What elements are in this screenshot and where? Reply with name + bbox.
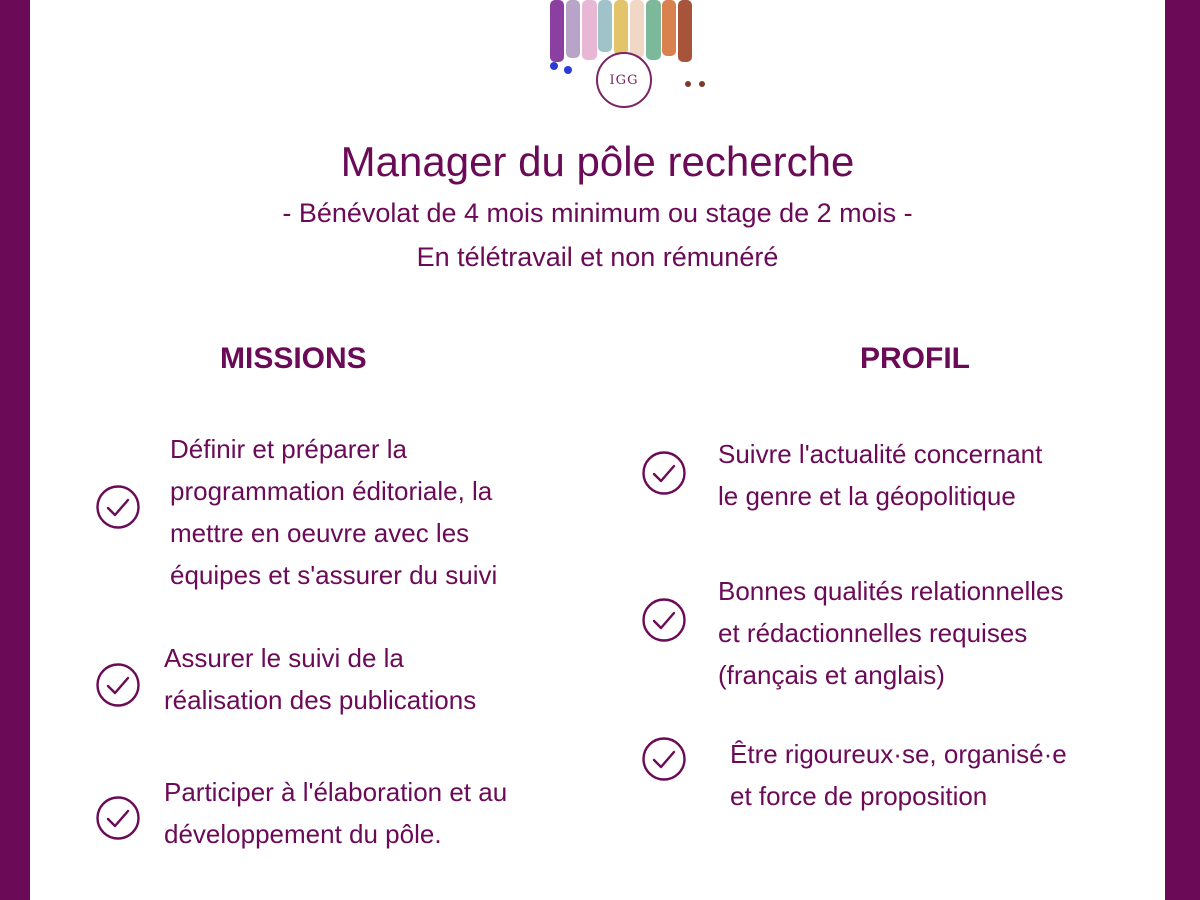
check-circle-icon bbox=[95, 484, 141, 530]
logo-text: IGG bbox=[609, 72, 639, 88]
profil-heading: PROFIL bbox=[860, 342, 970, 375]
mission-item-text: Définir et préparer la programmation éditoriale, la mettre en oeuvre avec les équipes et s'assurer du suivi bbox=[170, 434, 498, 590]
profil-item-text: Suivre l'actualité concernant le genre et la géopolitique bbox=[718, 439, 1043, 511]
page-title: Manager du pôle recherche bbox=[340, 138, 855, 185]
check-circle-icon bbox=[95, 795, 141, 841]
profil-item-text: Être rigoureux·se, organisé·e et force de proposition bbox=[730, 739, 1067, 811]
missions-heading: MISSIONS bbox=[220, 342, 367, 375]
check-circle-icon bbox=[641, 736, 687, 782]
mission-item-text: Assurer le suivi de la réalisation des publications bbox=[164, 643, 477, 715]
check-circle-icon bbox=[641, 450, 687, 496]
mission-item-text: Participer à l'élaboration et au développement du pôle. bbox=[164, 777, 508, 849]
logo bbox=[540, 0, 710, 110]
check-circle-icon bbox=[641, 597, 687, 643]
subtitle-conditions: En télétravail et non rémunéré bbox=[416, 242, 779, 272]
poster-card bbox=[30, 0, 1165, 900]
check-circle-icon bbox=[95, 662, 141, 708]
profil-item-text: Bonnes qualités relationnelles et rédactionnelles requises (français et anglais) bbox=[718, 576, 1064, 690]
logo-badge bbox=[596, 52, 652, 108]
subtitle-duration: - Bénévolat de 4 mois minimum ou stage de 2 mois - bbox=[282, 198, 913, 228]
